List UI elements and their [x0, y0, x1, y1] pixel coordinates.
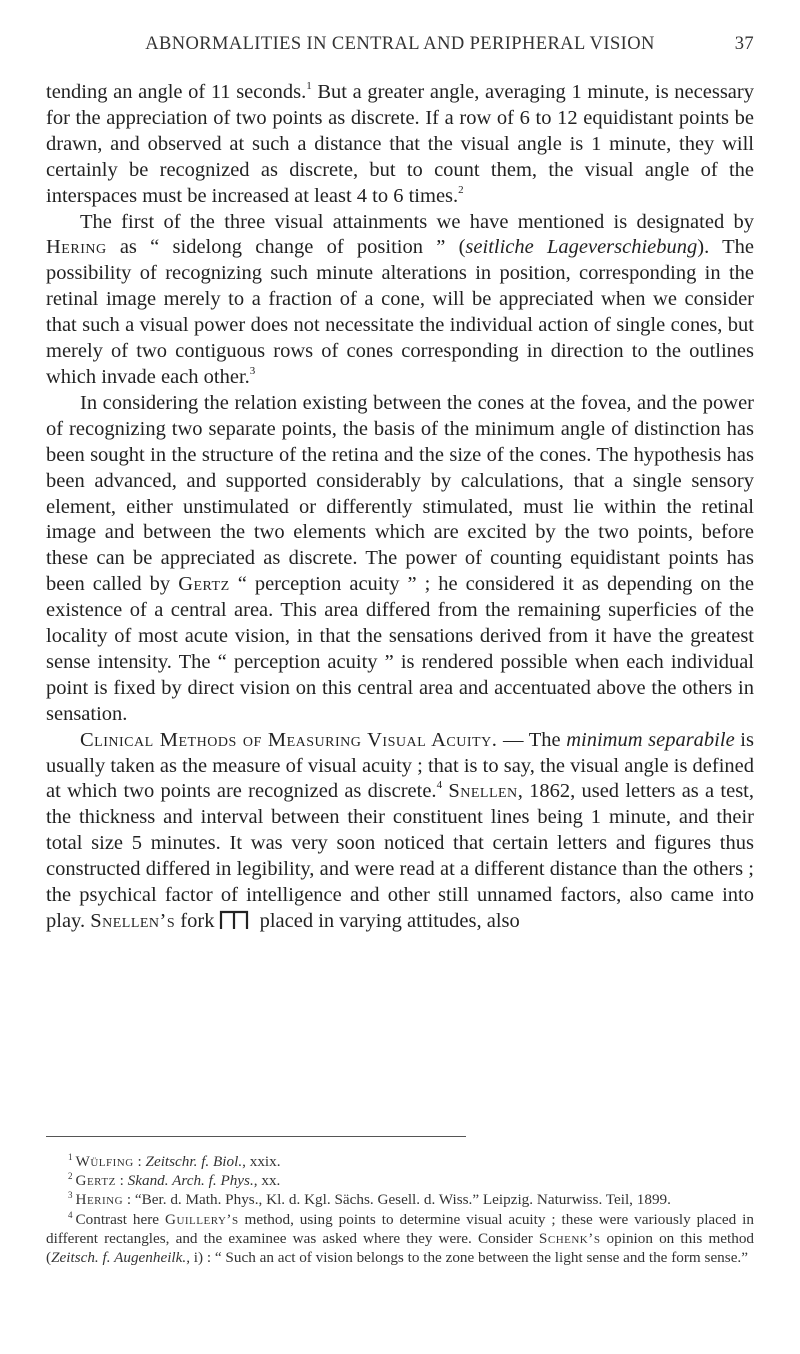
text-run: opinion on this method ( [46, 1229, 755, 1267]
author-name: Schenk’s [538, 1229, 601, 1247]
footnote-rule [46, 1136, 466, 1137]
running-title: ABNORMALITIES IN CENTRAL AND PERIPHERAL VISION [145, 34, 655, 54]
text-run: , xx. [253, 1172, 281, 1190]
text-run: , i) : “ Such an act of vision belongs to the zone between the light sense and the form sense.” [186, 1249, 748, 1267]
journal-title: Zeitschr. f. Biol. [145, 1153, 243, 1170]
footnote-mark: 2 [68, 1171, 73, 1182]
text-run: is usually taken as the measure of visual acuity ; that is to say, the visual angle is defined at which two points are recognized as discrete. [46, 728, 755, 803]
footnote-2 [46, 1171, 754, 1190]
text-run: fork [175, 910, 215, 932]
author-name: Wülfing [75, 1153, 134, 1170]
text-run: — The [497, 728, 567, 751]
main-text [46, 80, 754, 935]
footnote-ref-3: 3 [249, 364, 256, 377]
footnote-mark: 3 [68, 1190, 73, 1201]
footnote-mark: 4 [68, 1209, 73, 1220]
author-name: Gertz [75, 1172, 116, 1190]
footnote-mark: 1 [68, 1152, 73, 1162]
text-run: : [123, 1191, 135, 1209]
paragraph-4 [46, 728, 754, 935]
footnotes [46, 1152, 754, 1267]
text-run: placed in varying attitudes, also [254, 910, 520, 932]
journal-title: Zeitsch. f. Augenheilk. [51, 1249, 187, 1267]
section-heading: Clinical Methods of Measuring Visual Acuity. [80, 728, 498, 751]
italic-term: minimum separabile [566, 728, 735, 751]
running-header [46, 34, 754, 58]
text-run: “ perception acuity ” ; he considered it as depending on the existence of a central area. This area differed from the remaining superficies of the locality of most acute vision, in that the sensations derived from it have the greatest sense intensity. The “ perception acuity ” is rendered possible when each individual point is fixed by direct vision on this central area and accentuated above the others in sensation. [46, 573, 754, 725]
text-run: tending an angle of 11 seconds. [46, 81, 307, 103]
text-run: as “ sidelong change of position ” ( [106, 236, 466, 259]
author-name: Hering [75, 1191, 124, 1209]
author-name: Hering [46, 236, 107, 259]
fork-glyph-icon [218, 910, 250, 930]
footnote-ref-4: 4 [436, 779, 443, 792]
footnote-1 [46, 1152, 754, 1171]
text-run: “Ber. d. Math. Phys., Kl. d. Kgl. Sächs. Gesell. d. Wiss.” Leipzig. Naturwiss. Teil, 1899. [134, 1191, 671, 1209]
paragraph-1 [46, 80, 754, 210]
author-name: Snellen’s [90, 910, 176, 932]
footnote-ref-1: 1 [306, 80, 312, 92]
text-run: : [115, 1172, 128, 1190]
text-run: ). The possibility of recognizing such minute alterations in position, corresponding in the retinal image merely to a fraction of a cone, will be appreciated when we consider that such a visual power does not necessitate the individual action of single cones, but merely of two contiguous rows of cones corresponding in direction to the outlines which invade each other. [46, 236, 755, 388]
text-run: But a greater angle, averaging 1 minute, is necessary for the appreciation of two points as discrete. If a row of 6 to 12 equidistant points be drawn, and observed at such a distance that the visual angle is 1 minute, they will certainly be recognized as discrete, but to count them, the visual angle of the interspaces must be increased at least 4 to 6 times. [46, 81, 754, 207]
author-name: Gertz [178, 573, 230, 596]
paragraph-2 [46, 210, 754, 391]
italic-term: seitliche Lageverschiebung [465, 236, 698, 259]
journal-title: Skand. Arch. f. Phys. [127, 1172, 254, 1190]
snellen-fork-figure [218, 910, 250, 930]
footnote-ref-2: 2 [458, 183, 464, 196]
footnote-4 [46, 1210, 754, 1268]
text-run: : [133, 1153, 146, 1170]
footnote-3 [46, 1190, 754, 1209]
text-run: , xxix. [242, 1153, 281, 1170]
page-number: 37 [734, 34, 754, 54]
text-run: Contrast here [75, 1210, 165, 1228]
author-name: Guillery’s [164, 1210, 239, 1228]
author-name: Snellen [448, 780, 518, 803]
text-run: , 1862, used letters as a test, the thickness and interval between their constituent lines being 1 minute, and their total size 5 minutes. It was very soon noticed that certain letters and figures thus constructed differed in legibility, and were read at a different distance than the others ; the psychical factor of intelligence and other still unnamed factors, also came into play. [46, 780, 755, 932]
text-run: In considering the relation existing between the cones at the fovea, and the power of recognizing two separate points, the basis of the minimum angle of distinction has been sought in the structure of the retina and the size of the cones. The hypothesis has been advanced, and supported considerably by calculations, that a single sensory element, either unstimulated or differently stimulated, must lie within the retinal image and between the two elements which are excited by the two points, before these can be appreciated as discrete. The power of counting equidistant points has been called by [46, 391, 754, 596]
paragraph-3 [46, 391, 754, 728]
text-run: The first of the three visual attainments we have mentioned is designated by [80, 210, 754, 233]
text-run: method, using points to determine visual acuity ; these were variously placed in different rectangles, and the examinee was asked where they were. Consider [46, 1210, 754, 1247]
